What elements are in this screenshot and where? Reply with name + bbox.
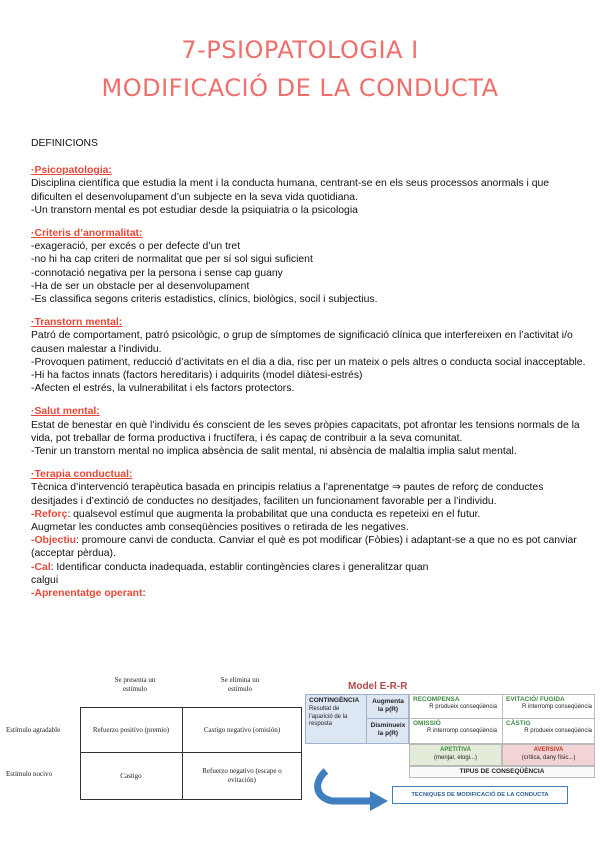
section-title: ·Salut mental: xyxy=(31,406,100,418)
section-line: Tècnica d’intervenció terapèutica basada en principis relatius a l’aprenentatge ⇒ pautes de reforç de conductes desitjades i d’extinció de conductes no desitjades, faciliten un funcionament favorable per a l’individu. xyxy=(31,482,544,507)
section-line: -exageració, per excés o per defecte d’un tret xyxy=(31,241,241,253)
evitacio-label: EVITACIÓ/ FUGIDA xyxy=(506,696,565,703)
section-title: ·Criteris d’anormalitat: xyxy=(31,228,143,240)
section-line: -Provoquen patiment, reducció d’activitats en el dia a dia, risc per un mateix o pels altres o conducta social inacceptable. xyxy=(31,356,586,368)
section-salut xyxy=(31,405,586,458)
page-title-line-2: MODIFICACIÓ DE LA CONDUCTA xyxy=(101,74,499,102)
apetitiva-label: APETITIVA xyxy=(440,747,471,753)
section-line: -Tenir un transtorn mental no implica absència de salit mental, ni absència de malaltia implia salut mental. xyxy=(31,446,517,458)
keyword-text: : promoure canvi de conducta. Canviar el què es pot modificar (Fòbies) i adaptant-se a que no es pot canviar (acceptar pèrdua). xyxy=(31,535,577,560)
contingencia-label: CONTINGÈNCIA xyxy=(309,697,360,704)
table-divider xyxy=(182,707,183,800)
section-line: -Un transtorn mental es pot estudiar desde la psiquiatria o la psicologia xyxy=(31,204,358,216)
aversiva-desc: (crítica, dany físic...) xyxy=(521,755,576,761)
omissio-desc: R interromp conseqüència xyxy=(426,728,497,734)
tecniques-label: TECNIQUES DE MODIFICACIÓ DE LA CONDUCTA xyxy=(411,792,549,798)
aversiva-label: AVERSIVA xyxy=(533,747,564,753)
disminueix-label: Disminueix la p(R) xyxy=(370,722,406,737)
divider xyxy=(366,718,409,719)
section-line: -no hi ha cap criteri de normalitat que per sí sol sigui suficient xyxy=(31,254,313,266)
castig-desc: R produeix conseqüència xyxy=(524,728,592,734)
row-header: Estímulo agradable xyxy=(6,726,61,734)
section-line: Augmetar les conductes amb conseqüències positives o retirada de les negatives. xyxy=(31,522,409,534)
omissio-label: OMISSIÓ xyxy=(413,720,441,727)
page-title-line-1: 7-PSIOPATOLOGIA I xyxy=(181,36,419,64)
section-line xyxy=(31,534,586,560)
section-line: -Ha de ser un obstacle per al desenvolupament xyxy=(31,280,250,292)
section-line: Patró de comportament, patró psicològic, o grup de símptomes de significació clínica que interfereixen en l’activitat i/o causen malestar a l’individu. xyxy=(31,330,573,355)
section-line: Estat de benestar en què l’individu és conscient de les seves pròpies capacitats, pot afrontar les tensions normals de la vida, pot treballar de forma productiva i fructífera, i és capaç de contribuir a la seva comunitat. xyxy=(31,419,580,444)
section-line: -connotació negativa per la persona i sense cap guany xyxy=(31,267,283,279)
section-line: -Afecten el estrés, la vulnerabilitat i els factors protectors. xyxy=(31,383,295,395)
table-divider xyxy=(80,752,302,753)
col-header: Se elimina un estímulo xyxy=(220,676,260,693)
table-cell: Castigo xyxy=(120,772,142,780)
definitions-header: DEFINICIONS xyxy=(31,138,98,149)
section-criteris xyxy=(31,227,586,306)
curved-arrow-icon xyxy=(312,767,392,813)
evitacio-desc: R interromp conseqüència xyxy=(521,704,592,710)
augmenta-label: Augmenta la p(R) xyxy=(372,698,404,713)
err-title: Model E-R-R xyxy=(348,681,408,692)
row-header: Estímulo nocivo xyxy=(6,770,53,778)
keyword-text: : qualsevol estímul que augmenta la probabilitat que una conducta es repeteixi en el futur. xyxy=(67,508,481,520)
contingencia-desc: Resultat de l’aparició de la resposta xyxy=(309,706,348,727)
recompensa-desc: R produeix conseqüència xyxy=(429,704,497,710)
section-line: -Hi ha factos innats (factors hereditaris) i adquirits (model diàtesi-estrés) xyxy=(31,370,363,382)
section-line: Disciplina científica que estudia la ment i la conducta humana, centrant-se en els seus processos anormals i que dificulten el desenvolupament d’un subjecte en la seva vida quotidiana. xyxy=(31,178,550,203)
section-psicopatologia xyxy=(31,164,586,217)
recompensa-label: RECOMPENSA xyxy=(413,696,460,703)
keyword: -Cal xyxy=(31,561,51,573)
table-cell: Refuerzo positivo (premio) xyxy=(92,726,170,734)
castig-label: CÀSTIG xyxy=(506,720,531,727)
col-header: Se presenta un estímulo xyxy=(114,676,156,693)
section-terapia xyxy=(31,468,586,600)
section-line: -Es classifica segons criteris estadistics, clínics, biològics, socil i subjectius. xyxy=(31,294,378,306)
table-cell: Castigo negativo (omisión) xyxy=(203,726,281,734)
section-title: ·Terapia conductual: xyxy=(31,469,133,481)
keyword: -Objectiu xyxy=(31,535,77,547)
table-cell: Refuerzo negativo (escape o evitación) xyxy=(202,767,282,784)
section-line xyxy=(31,561,586,574)
keyword: -Reforç xyxy=(31,508,68,520)
section-transtorn xyxy=(31,316,586,395)
apetitiva-desc: (menjar, elogi...) xyxy=(433,755,478,761)
section-title: ·Transtorn mental: xyxy=(31,317,123,329)
section-line: calgui xyxy=(31,574,59,586)
operant-heading: -Aprenentatge operant: xyxy=(31,588,146,600)
table-border xyxy=(80,707,302,800)
tipus-label: TIPUS DE CONSEQÜÈNCIA xyxy=(459,768,545,775)
section-line xyxy=(31,508,586,521)
section-title: ·Psicopatologia: xyxy=(31,165,112,177)
document-body xyxy=(31,137,586,610)
keyword-text: : Identificar conducta inadequada, establir contingències clares i generalitzar quan xyxy=(50,561,429,573)
